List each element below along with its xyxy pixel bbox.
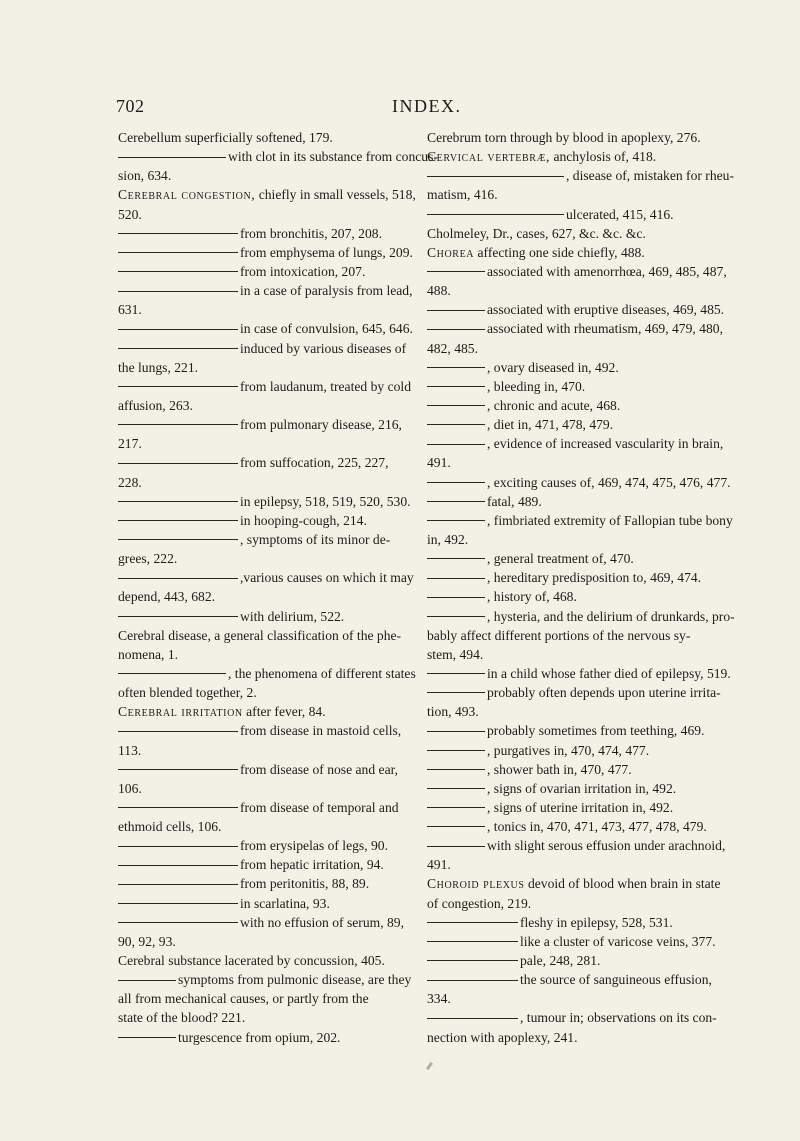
ditto-rule xyxy=(118,463,238,464)
left-entry-line: from emphysema of lungs, 209. xyxy=(118,243,416,262)
ditto-rule xyxy=(427,367,485,368)
ditto-rule xyxy=(118,520,238,521)
right-entry-line: fatal, 489. xyxy=(427,492,725,511)
ditto-rule xyxy=(427,386,485,387)
ditto-rule xyxy=(427,271,485,272)
right-entry-line: pale, 248, 281. xyxy=(427,951,725,970)
left-entry-line: from pulmonary disease, 216, xyxy=(118,415,416,434)
ditto-rule xyxy=(118,233,238,234)
right-entry-line: Cervical vertebræ, anchylosis of, 418. xyxy=(427,149,657,165)
headword-small-caps: Cerebral congestion, xyxy=(118,187,256,203)
ditto-rule xyxy=(427,922,518,923)
left-entry-line: nomena, 1. xyxy=(118,646,179,662)
right-entry-line: , disease of, mistaken for rheu- xyxy=(427,166,725,185)
ditto-rule xyxy=(427,673,485,674)
left-entry-line: grees, 222. xyxy=(118,551,178,567)
ditto-rule xyxy=(118,1037,176,1038)
right-entry-line: , diet in, 471, 478, 479. xyxy=(427,415,725,434)
right-entry-line: , history of, 468. xyxy=(427,587,725,606)
ditto-rule xyxy=(118,501,238,502)
ditto-rule xyxy=(118,348,238,349)
left-entry-line: turgescence from opium, 202. xyxy=(118,1028,416,1047)
left-entry-line: in a case of paralysis from lead, xyxy=(118,281,416,300)
left-entry-line: ethmoid cells, 106. xyxy=(118,819,222,835)
left-entry-line: Cerebral congestion, chiefly in small vessels, 518, xyxy=(118,187,416,203)
right-entry-line: associated with amenorrhœa, 469, 485, 487, xyxy=(427,262,725,281)
left-entry-line: Cerebral disease, a general classification of the phe- xyxy=(118,627,402,643)
left-entry-line: from disease of nose and ear, xyxy=(118,760,416,779)
left-entry-line: 631. xyxy=(118,302,142,318)
right-entry-line: matism, 416. xyxy=(427,187,498,203)
index-column-left xyxy=(118,128,438,1047)
right-entry-line: 491. xyxy=(427,857,451,873)
ditto-rule xyxy=(427,520,485,521)
left-entry-line: 228. xyxy=(118,474,142,490)
right-entry-line: associated with rheumatism, 469, 479, 480, xyxy=(427,319,725,338)
left-entry-line: state of the blood? 221. xyxy=(118,1010,246,1026)
right-entry-line: fleshy in epilepsy, 528, 531. xyxy=(427,913,725,932)
ditto-rule xyxy=(118,922,238,923)
ditto-rule xyxy=(118,578,238,579)
ditto-rule xyxy=(427,558,485,559)
right-entry-line: , tonics in, 470, 471, 473, 477, 478, 479. xyxy=(427,817,725,836)
right-entry-line: probably sometimes from teething, 469. xyxy=(427,721,725,740)
ditto-rule xyxy=(427,692,485,693)
left-entry-line: with clot in its substance from concus- xyxy=(118,147,416,166)
right-entry-line: nection with apoplexy, 241. xyxy=(427,1029,578,1045)
left-entry-line: from disease in mastoid cells, xyxy=(118,721,416,740)
right-entry-line: in, 492. xyxy=(427,531,469,547)
left-entry-line: sion, 634. xyxy=(118,168,172,184)
ditto-rule xyxy=(427,444,485,445)
left-entry-line: , symptoms of its minor de- xyxy=(118,530,416,549)
left-entry-line: 520. xyxy=(118,206,142,222)
ditto-rule xyxy=(427,482,485,483)
running-head: INDEX. xyxy=(392,96,462,116)
ditto-rule xyxy=(118,539,238,540)
ditto-rule xyxy=(118,252,238,253)
right-entry-line: , signs of uterine irritation in, 492. xyxy=(427,798,725,817)
index-column-right xyxy=(427,128,735,1047)
ditto-rule xyxy=(118,329,238,330)
headword-small-caps: Cerebral irritation xyxy=(118,704,243,720)
page-header xyxy=(0,96,800,122)
ditto-rule xyxy=(427,424,485,425)
right-entry-line: with slight serous effusion under arachnoid, xyxy=(427,836,725,855)
left-entry-line: from bronchitis, 207, 208. xyxy=(118,224,416,243)
ditto-rule xyxy=(118,769,238,770)
headword-small-caps: Cervical vertebræ, xyxy=(427,149,551,165)
right-entry-line: , bleeding in, 470. xyxy=(427,377,725,396)
left-entry-line: with delirium, 522. xyxy=(118,607,416,626)
ditto-rule xyxy=(427,1018,518,1019)
right-entry-line: Chorea affecting one side chiefly, 488. xyxy=(427,244,645,260)
left-entry-line: 217. xyxy=(118,436,142,452)
right-entry-line: , hereditary predisposition to, 469, 474. xyxy=(427,568,725,587)
ditto-rule xyxy=(427,788,485,789)
left-entry-line: Cerebellum superficially softened, 179. xyxy=(118,130,333,145)
ditto-rule xyxy=(427,731,485,732)
right-entry-line: ulcerated, 415, 416. xyxy=(427,205,725,224)
left-entry-line: from disease of temporal and xyxy=(118,798,416,817)
left-entry-line: from laudanum, treated by cold xyxy=(118,377,416,396)
right-entry-line: probably often depends upon uterine irrita- xyxy=(427,683,725,702)
ditto-rule xyxy=(427,405,485,406)
ditto-rule xyxy=(427,826,485,827)
right-entry-line: in a child whose father died of epilepsy, 519. xyxy=(427,664,725,683)
right-entry-line: bably affect different portions of the nervous sy- xyxy=(427,627,691,643)
left-entry-line: 90, 92, 93. xyxy=(118,933,176,949)
ditto-rule xyxy=(427,214,564,215)
left-entry-line: all from mechanical causes, or partly from the xyxy=(118,991,369,1007)
ditto-rule xyxy=(427,310,485,311)
ditto-rule xyxy=(118,386,238,387)
ditto-rule xyxy=(118,903,238,904)
ditto-rule xyxy=(427,176,564,177)
right-entry-line: , fimbriated extremity of Fallopian tube bony xyxy=(427,511,725,530)
left-entry-line: depend, 443, 682. xyxy=(118,589,216,605)
right-entry-line: associated with eruptive diseases, 469, 485. xyxy=(427,300,725,319)
ink-mark xyxy=(426,1062,433,1070)
ditto-rule xyxy=(118,731,238,732)
left-entry-line: often blended together, 2. xyxy=(118,685,257,701)
headword-small-caps: Choroid plexus xyxy=(427,876,525,892)
left-entry-line: in scarlatina, 93. xyxy=(118,894,416,913)
right-entry-line: of congestion, 219. xyxy=(427,895,532,911)
left-entry-line: in hooping-cough, 214. xyxy=(118,511,416,530)
left-entry-line: 113. xyxy=(118,742,142,758)
ditto-rule xyxy=(118,616,238,617)
left-entry-line: affusion, 263. xyxy=(118,397,193,413)
right-entry-line: , general treatment of, 470. xyxy=(427,549,725,568)
ditto-rule xyxy=(427,960,518,961)
ditto-rule xyxy=(427,750,485,751)
right-entry-line: , exciting causes of, 469, 474, 475, 476, 477. xyxy=(427,473,725,492)
left-entry-line: from suffocation, 225, 227, xyxy=(118,453,416,472)
ditto-rule xyxy=(118,271,238,272)
left-entry-line: Cerebral irritation after fever, 84. xyxy=(118,704,326,720)
right-entry-line: 334. xyxy=(427,991,451,1007)
left-entry-line: from hepatic irritation, 94. xyxy=(118,855,416,874)
right-entry-line: , hysteria, and the delirium of drunkards, pro- xyxy=(427,607,725,626)
right-entry-line: tion, 493. xyxy=(427,704,479,720)
left-entry-line: ,various causes on which it may xyxy=(118,568,416,587)
ditto-rule xyxy=(118,424,238,425)
right-entry-line: Cerebrum torn through by blood in apoplexy, 276. xyxy=(427,130,701,145)
right-entry-line: , tumour in; observations on its con- xyxy=(427,1008,725,1027)
ditto-rule xyxy=(427,501,485,502)
ditto-rule xyxy=(118,980,176,981)
right-entry-line: Choroid plexus devoid of blood when brain in state xyxy=(427,876,721,892)
right-entry-line: , signs of ovarian irritation in, 492. xyxy=(427,779,725,798)
left-entry-line: , the phenomena of different states xyxy=(118,664,416,683)
right-entry-line: stem, 494. xyxy=(427,646,484,662)
ditto-rule xyxy=(427,329,485,330)
right-entry-line: , evidence of increased vascularity in brain, xyxy=(427,434,725,453)
right-entry-line: , shower bath in, 470, 477. xyxy=(427,760,725,779)
page-number: 702 xyxy=(116,96,145,116)
ditto-rule xyxy=(118,157,226,158)
left-entry-line: from peritonitis, 88, 89. xyxy=(118,874,416,893)
ditto-rule xyxy=(427,846,485,847)
ditto-rule xyxy=(118,884,238,885)
headword-small-caps: Chorea xyxy=(427,244,475,260)
left-entry-line: the lungs, 221. xyxy=(118,359,199,375)
right-entry-line: 488. xyxy=(427,283,451,299)
ditto-rule xyxy=(118,846,238,847)
right-entry-line: , chronic and acute, 468. xyxy=(427,396,725,415)
left-entry-line: in epilepsy, 518, 519, 520, 530. xyxy=(118,492,416,511)
left-entry-line: from erysipelas of legs, 90. xyxy=(118,836,416,855)
ditto-rule xyxy=(427,616,485,617)
left-entry-line: with no effusion of serum, 89, xyxy=(118,913,416,932)
left-entry-line: symptoms from pulmonic disease, are they xyxy=(118,970,416,989)
left-entry-line: induced by various diseases of xyxy=(118,339,416,358)
right-entry-line: 482, 485. xyxy=(427,340,478,356)
left-entry-line: 106. xyxy=(118,780,142,796)
ditto-rule xyxy=(427,578,485,579)
ditto-rule xyxy=(427,807,485,808)
ditto-rule xyxy=(118,291,238,292)
right-entry-line: , purgatives in, 470, 474, 477. xyxy=(427,741,725,760)
ditto-rule xyxy=(118,865,238,866)
left-entry-line: in case of convulsion, 645, 646. xyxy=(118,319,416,338)
right-entry-line: 491. xyxy=(427,455,451,471)
ditto-rule xyxy=(427,941,518,942)
ditto-rule xyxy=(427,597,485,598)
left-entry-line: Cerebral substance lacerated by concussion, 405. xyxy=(118,953,385,969)
ditto-rule xyxy=(118,807,238,808)
ditto-rule xyxy=(427,769,485,770)
left-entry-line: from intoxication, 207. xyxy=(118,262,416,281)
right-entry-line: like a cluster of varicose veins, 377. xyxy=(427,932,725,951)
ditto-rule xyxy=(427,980,518,981)
right-entry-line: , ovary diseased in, 492. xyxy=(427,358,725,377)
ditto-rule xyxy=(118,673,226,674)
right-entry-line: the source of sanguineous effusion, xyxy=(427,970,725,989)
right-entry-line: Cholmeley, Dr., cases, 627, &c. &c. &c. xyxy=(427,225,646,241)
